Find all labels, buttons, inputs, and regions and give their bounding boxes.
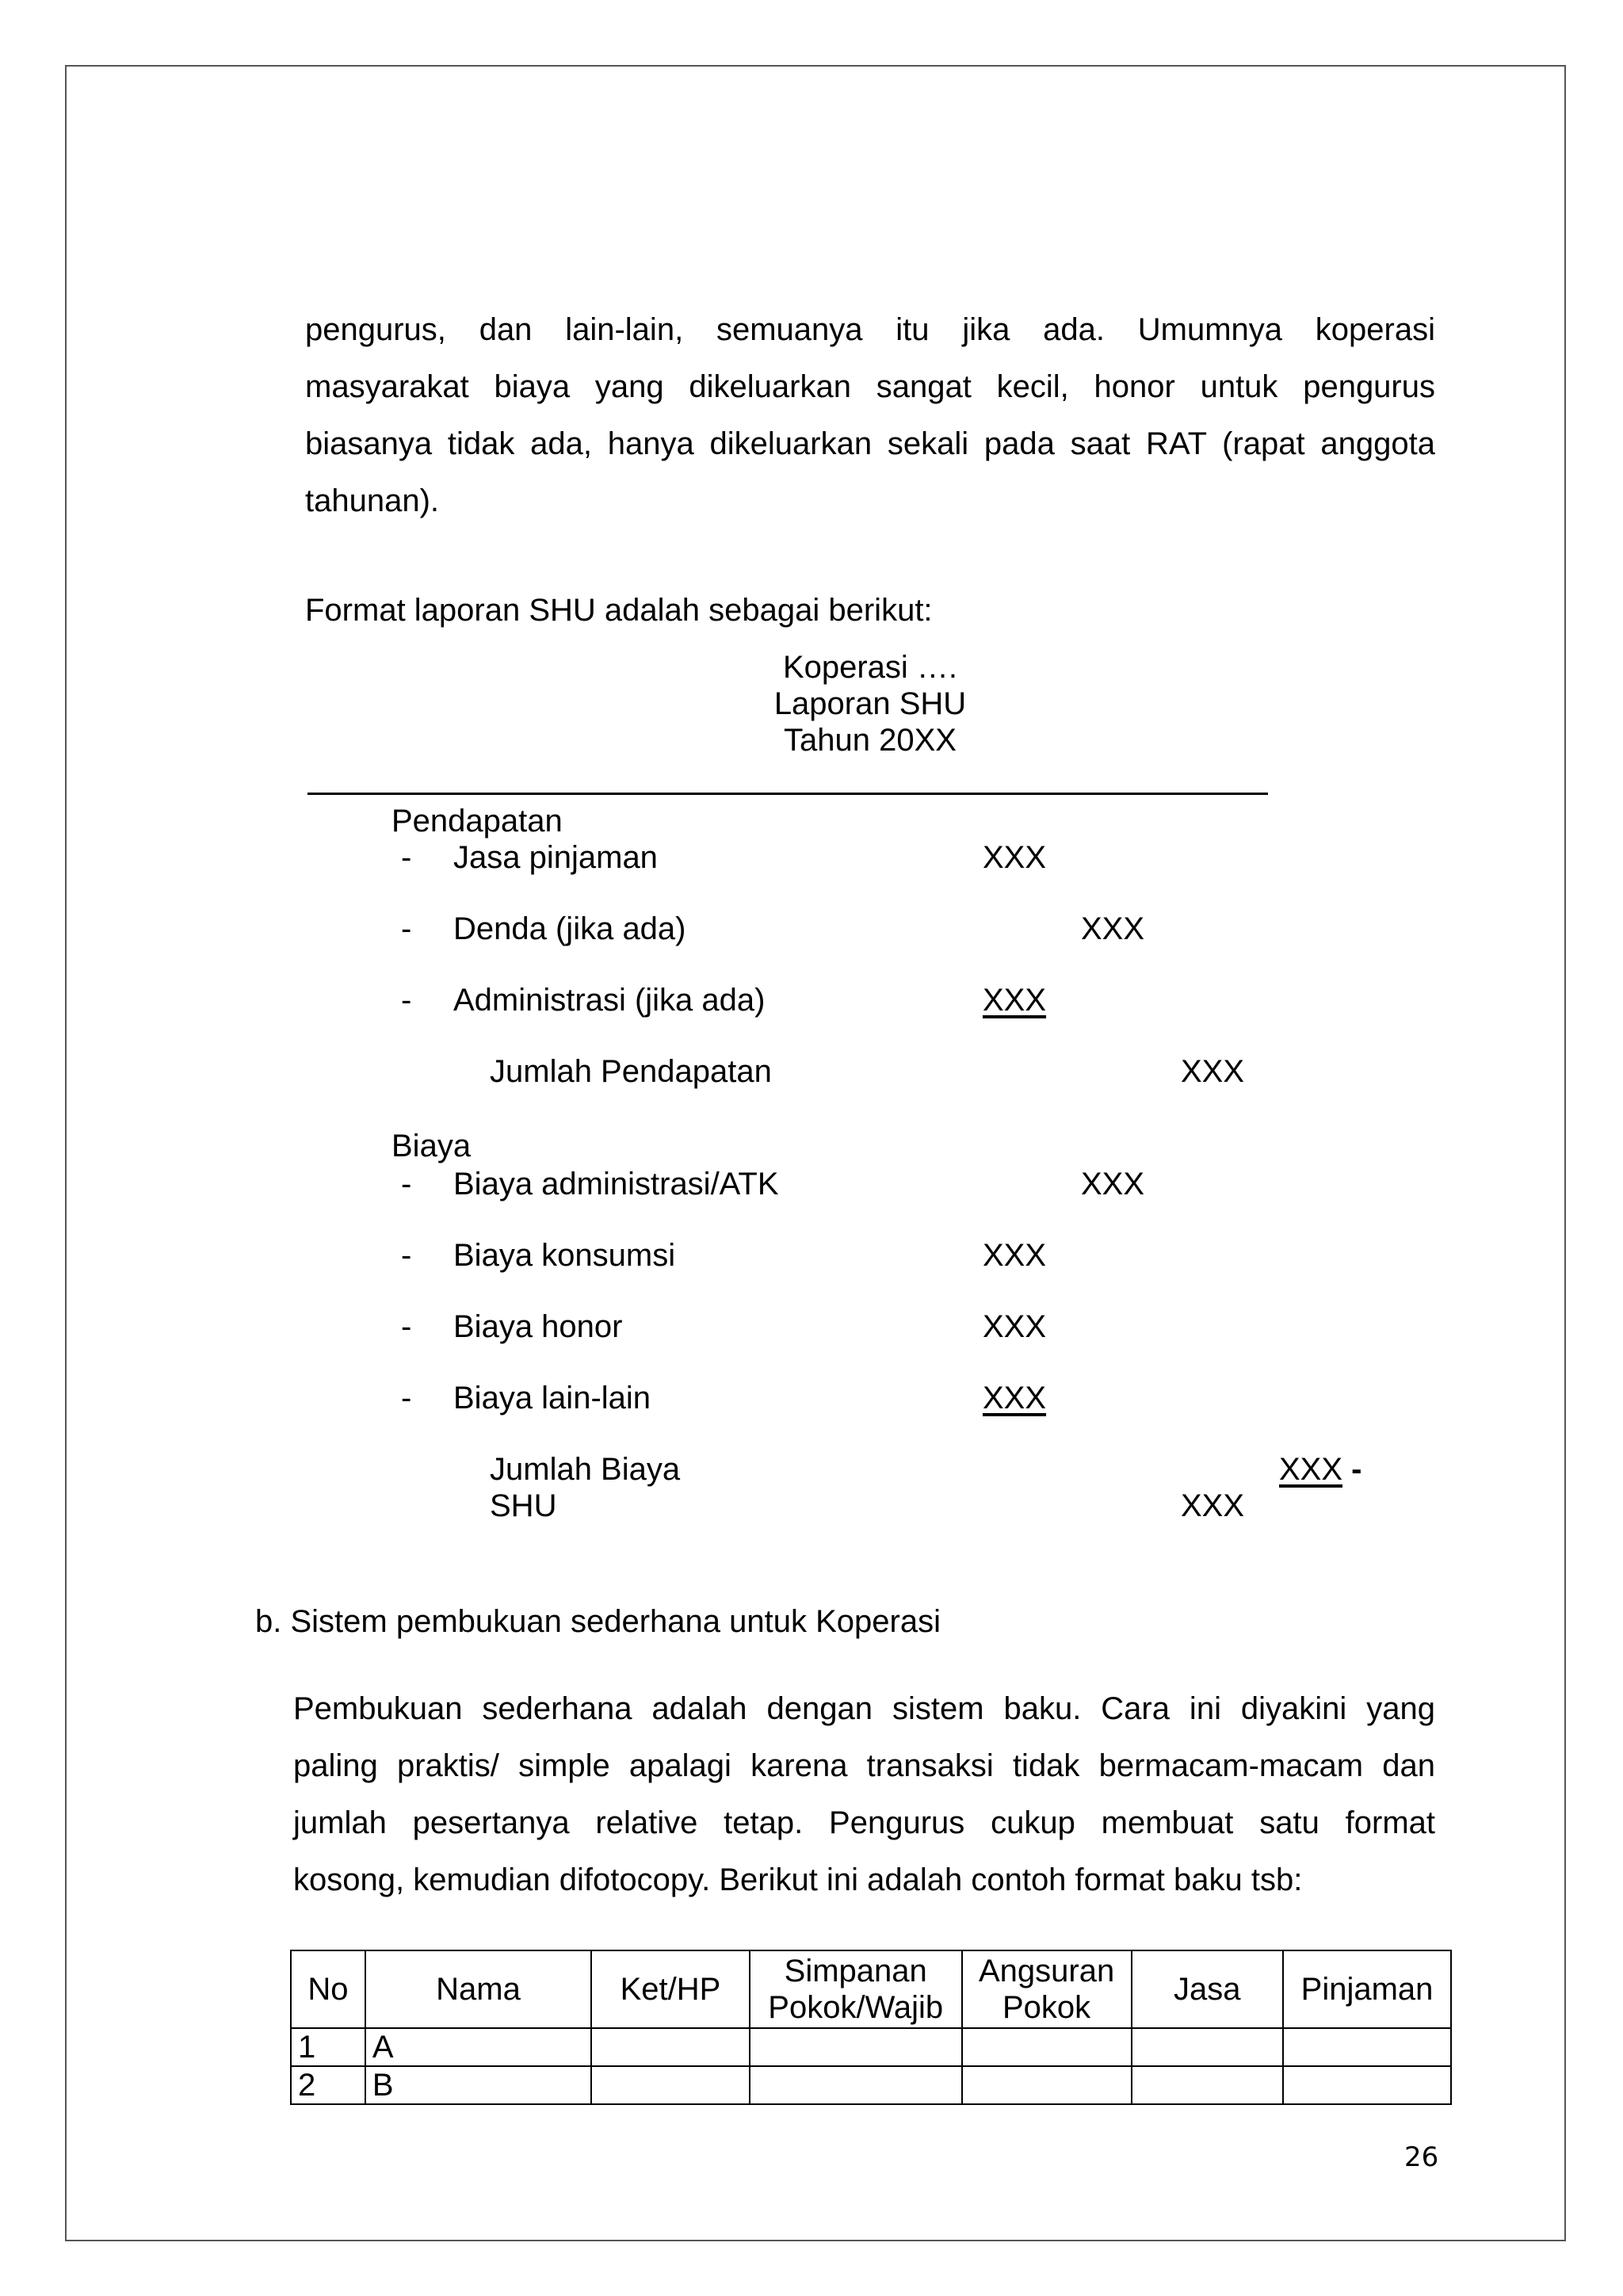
cell-empty (750, 2028, 962, 2066)
item-dash: - (401, 911, 412, 946)
item-dash: - (401, 840, 412, 875)
item-label-denda: Denda (jika ada) (453, 911, 686, 946)
table-row (291, 2028, 1451, 2066)
cell-empty (1132, 2066, 1284, 2104)
item-value-underlined: XXX (983, 1381, 1047, 1415)
paragraph-line: pengurus, dan lain-lain, semuanya itu jika ada. Umumnya koperasi (305, 312, 1435, 347)
item-dash: - (401, 983, 412, 1018)
pendapatan-heading: Pendapatan (391, 804, 563, 839)
cell-nama: A (365, 2028, 591, 2066)
item-dash: - (401, 1167, 412, 1201)
paragraph-line: kosong, kemudian difotocopy. Berikut ini adalah contoh format baku tsb: (293, 1862, 1303, 1897)
cell-nama: B (365, 2066, 591, 2104)
biaya-heading: Biaya (391, 1129, 472, 1163)
col-header-jasa: Jasa (1132, 1950, 1284, 2028)
jumlah-pendapatan-label: Jumlah Pendapatan (490, 1054, 772, 1089)
cell-empty (962, 2066, 1132, 2104)
col-header-no: No (291, 1950, 365, 2028)
section-b-heading: b. Sistem pembukuan sederhana untuk Koperasi (255, 1604, 941, 1639)
col-header-simpanan: Simpanan Pokok/Wajib (750, 1950, 962, 2028)
cell-empty (591, 2066, 750, 2104)
paragraph-line: masyarakat biaya yang dikeluarkan sangat kecil, honor untuk pengurus (305, 369, 1435, 404)
item-label-jasa-pinjaman: Jasa pinjaman (453, 840, 658, 875)
item-dash: - (401, 1309, 412, 1344)
paragraph-line: biasanya tidak ada, hanya dikeluarkan sekali pada saat RAT (rapat anggota (305, 426, 1435, 461)
intro-paragraph (305, 301, 1435, 529)
jumlah-pendapatan-value: XXX (1181, 1054, 1245, 1089)
report-title-koperasi: Koperasi …. (782, 650, 958, 685)
cell-empty (1283, 2066, 1451, 2104)
cell-empty (591, 2028, 750, 2066)
shu-value: XXX (1181, 1488, 1245, 1523)
item-value: XXX (983, 1238, 1047, 1273)
cell-no: 2 (291, 2066, 365, 2104)
report-title-tahun: Tahun 20XX (784, 723, 957, 758)
table-row (291, 2066, 1451, 2104)
paragraph-line: Pembukuan sederhana adalah dengan sistem baku. Cara ini diyakini yang (293, 1691, 1435, 1726)
jumlah-biaya-value (1279, 1452, 1362, 1488)
item-label-biaya-konsumsi: Biaya konsumsi (453, 1238, 676, 1273)
cell-empty (750, 2066, 962, 2104)
item-label-biaya-administrasi: Biaya administrasi/ATK (453, 1167, 779, 1201)
item-label-administrasi: Administrasi (jika ada) (453, 983, 766, 1018)
paragraph-line: tahunan). (305, 483, 440, 518)
format-intro: Format laporan SHU adalah sebagai berikut: (305, 593, 933, 628)
item-dash: - (401, 1238, 412, 1273)
table-header-row (291, 1950, 1451, 2028)
page-number: 26 (1404, 2141, 1439, 2173)
item-dash: - (401, 1381, 412, 1415)
report-title-laporan: Laporan SHU (773, 686, 967, 721)
section-b-paragraph (293, 1680, 1435, 1908)
item-value: XXX (1081, 911, 1145, 946)
col-header-pinjaman: Pinjaman (1283, 1950, 1451, 2028)
cell-empty (1132, 2028, 1284, 2066)
jumlah-biaya-label: Jumlah Biaya (490, 1452, 681, 1487)
col-header-nama: Nama (365, 1950, 591, 2028)
col-header-angsuran: Angsuran Pokok (962, 1950, 1132, 2028)
item-value: XXX (983, 1309, 1047, 1344)
item-value: XXX (983, 840, 1047, 875)
minus-operator: - (1351, 1452, 1362, 1487)
format-baku-table (290, 1950, 1452, 2105)
report-divider (307, 793, 1268, 795)
item-label-biaya-lain: Biaya lain-lain (453, 1381, 651, 1415)
jumlah-biaya-amount: XXX (1279, 1452, 1343, 1487)
cell-no: 1 (291, 2028, 365, 2066)
item-label-biaya-honor: Biaya honor (453, 1309, 623, 1344)
col-header-ket: Ket/HP (591, 1950, 750, 2028)
item-value: XXX (1081, 1167, 1145, 1201)
paragraph-line: jumlah pesertanya relative tetap. Pengurus cukup membuat satu format (293, 1805, 1435, 1840)
cell-empty (1283, 2028, 1451, 2066)
item-value-underlined: XXX (983, 983, 1047, 1018)
paragraph-line: paling praktis/ simple apalagi karena transaksi tidak bermacam-macam dan (293, 1748, 1435, 1783)
cell-empty (962, 2028, 1132, 2066)
shu-label: SHU (490, 1488, 557, 1523)
